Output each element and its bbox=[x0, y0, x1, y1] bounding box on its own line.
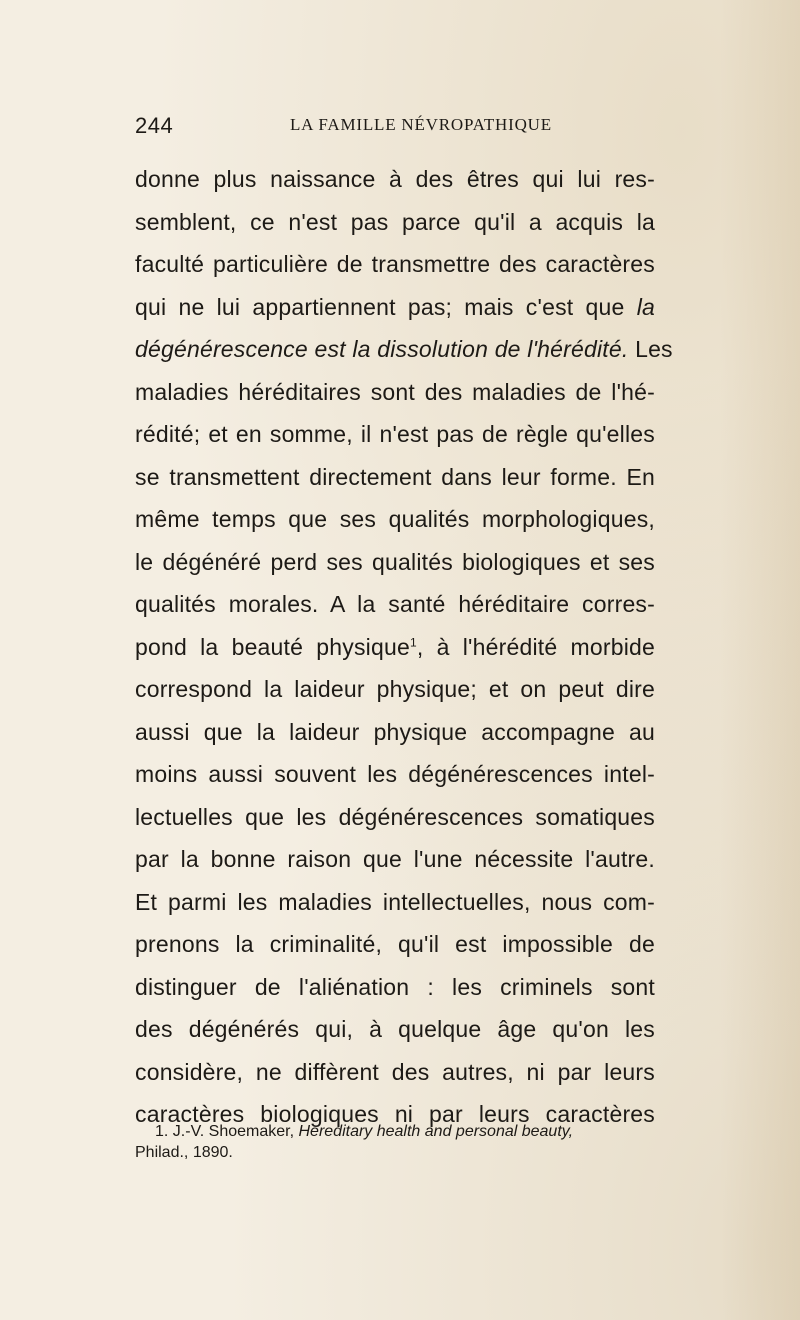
italic-text: la bbox=[636, 293, 655, 320]
text-line: par la bonne raison que l'une nécessite l'autre. bbox=[135, 846, 655, 872]
text-line: correspond la laideur physique; et on peut dire bbox=[135, 676, 655, 702]
footnote bbox=[135, 1121, 655, 1163]
text-line: moins aussi souvent les dégénérescences intel- bbox=[135, 761, 655, 787]
text-line: se transmettent directement dans leur forme. En bbox=[135, 463, 655, 490]
text-line: même temps que ses qualités morphologiques, bbox=[135, 506, 655, 532]
text-line: qualités morales. A la santé héréditaire corres- bbox=[135, 591, 655, 617]
page-number: 244 bbox=[135, 113, 174, 138]
footnote-marker: 1 bbox=[409, 634, 417, 649]
text-line: caractères biologiques ni par leurs caractères bbox=[135, 1101, 655, 1127]
text-line: semblent, ce n'est pas parce qu'il a acquis la bbox=[135, 208, 655, 235]
body-text bbox=[135, 158, 673, 1136]
running-title: LA FAMILLE NÉVROPATHIQUE bbox=[290, 115, 552, 134]
text-line: dégénérescence est la dissolution de l'hérédité. Les bbox=[135, 336, 673, 362]
text-line: des dégénérés qui, à quelque âge qu'on les bbox=[135, 1016, 655, 1042]
footnote-line: Philad., 1890. bbox=[135, 1144, 233, 1161]
text-line: lectuelles que les dégénérescences somatiques bbox=[135, 803, 655, 830]
text-line: considère, ne diffèrent des autres, ni par leurs bbox=[135, 1058, 655, 1085]
page-header bbox=[135, 113, 655, 143]
text-line: Et parmi les maladies intellectuelles, nous com- bbox=[135, 888, 655, 915]
text-line: rédité; et en somme, il n'est pas de règle qu'elles bbox=[135, 421, 655, 447]
italic-text: dégénérescence est la dissolution de l'hérédité. bbox=[135, 336, 629, 362]
text-line: distinguer de l'aliénation : les criminels sont bbox=[135, 973, 655, 1000]
text-line: le dégénéré perd ses qualités biologiques et ses bbox=[135, 548, 655, 575]
footnote-line: 1. J.-V. Shoemaker, Hereditary health and personal beauty, bbox=[155, 1123, 574, 1140]
text-line: faculté particulière de transmettre des caractères bbox=[135, 251, 655, 277]
text-line: qui ne lui appartiennent pas; mais c'est que la bbox=[135, 293, 655, 320]
text-line: prenons la criminalité, qu'il est impossible de bbox=[135, 931, 655, 957]
text-line: aussi que la laideur physique accompagne au bbox=[135, 718, 655, 745]
text-line: maladies héréditaires sont des maladies de l'hé- bbox=[135, 378, 655, 405]
text-line: donne plus naissance à des êtres qui lui res- bbox=[135, 166, 655, 192]
footnote-book-title: Hereditary health and personal beauty, bbox=[298, 1123, 574, 1140]
text-line: pond la beauté physique$^1$, à l'hérédité morbide bbox=[135, 633, 655, 660]
